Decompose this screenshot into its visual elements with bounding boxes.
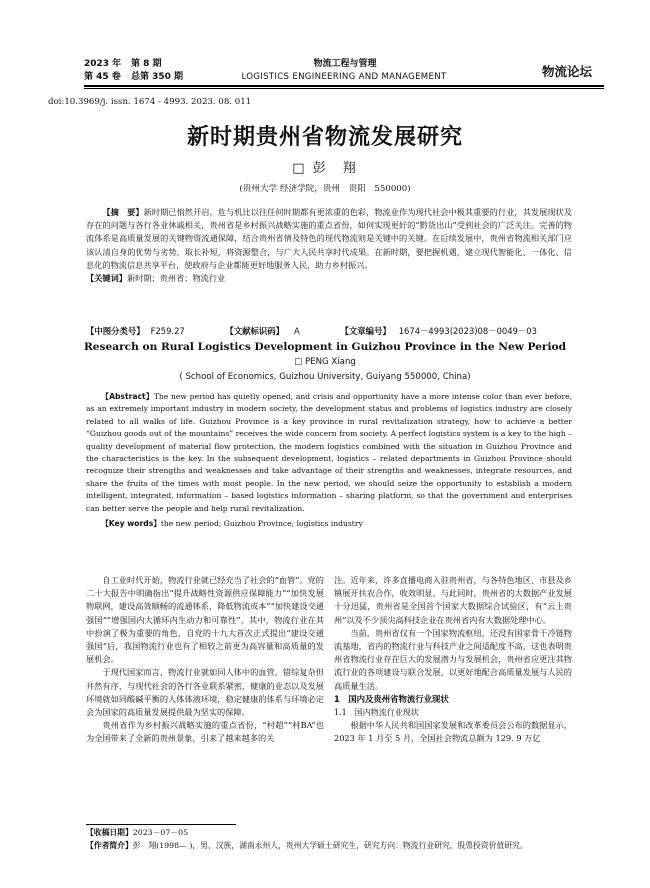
journal-name-en: LOGISTICS ENGINEERING AND MANAGEMENT — [241, 72, 447, 82]
affiliation-cn: (贵州大学 经济学院，贵州 贵阳 550000) — [239, 184, 411, 194]
header-total-issue: 总第 350 期 — [131, 72, 184, 82]
article-number-label: 【文章编号】 — [340, 326, 391, 336]
footnote-rule — [86, 824, 236, 825]
abstract-cn-label: 【摘 要】 — [102, 207, 144, 217]
keywords-cn-text: 新时期；贵州省；物流行业 — [126, 273, 226, 284]
journal-name-cn: 物流工程与管理 — [313, 59, 377, 69]
affiliation-en: ( School of Economics, Guizhou University, Guiyang 550000, China) — [179, 372, 471, 382]
body-paragraph: 注。近年来，许多直播电商入驻贵州省，与各特色地区、市县及乡镇展开扶农合作，收效明显。与此同时，贵州省的大数据产业发展十分迅猛，贵州省是全国首个国家大数据综合试验区，有“云上贵州”以及不少顶尖高科技企业在贵州省内有大数据处理中心。 — [334, 575, 572, 625]
author-bio: 彭 翔(1998— )，男，汉族，湖南永州人，贵州大学硕士研究生，研究方向：物流行业研究，股票投资价值研究。 — [132, 840, 528, 850]
abstract-en — [86, 391, 572, 530]
body-column-left — [86, 574, 324, 746]
doc-code-label: 【文献标识码】 — [225, 326, 285, 336]
column-name: 物流论坛 — [541, 64, 592, 79]
paper-title-cn: 新时期贵州省物流发展研究 — [186, 124, 463, 150]
doi: doi:10.3969/j. issn. 1674 - 4993. 2023. 08. 011 — [48, 97, 252, 107]
keywords-en-text: the new period; Guizhou Province; logistics industry — [160, 519, 363, 529]
keywords-cn-label: 【关键词】 — [86, 273, 127, 284]
header-rule-thin — [84, 88, 604, 89]
received-date: 2023－07－05 — [132, 828, 189, 837]
article-number-value: 1674－4993(2023)08－0049－03 — [398, 326, 537, 336]
clc-label: 【中图分类号】 — [86, 326, 145, 336]
received-label: 【收稿日期】 — [86, 828, 133, 837]
abstract-en-text: The new period has quietly opened, and crisis and opportunity have a more intense color than ever before, as an extremely important industry in modern society, the development status and problems of logistics industry are closely related to all walks of life. Guizhou Province is a key province in rural revitalization strategy, how to achieve a better “Guizhou goods out of the mountains” receives the wide concern from society. A perfect logistics system is a key to the high – quality development of material flow protection, the modern logistics combined with the situation in Guizhou Province and the characteristics is the key. In the subsequent development, logistics – related departments in Guizhou Province should recognize their strengths and weaknesses and take advantage of their strengths and weaknesses, integrate resources, and share the fruits of the times with most people. In the new period, we should seize the opportunity to establish a modern intelligent, integrated, information – based logistics information – sharing platform, so that the government and enterprises can better serve the people and help rural revitalization. — [86, 392, 572, 513]
clc-value: F259.27 — [150, 326, 185, 336]
author-en: □ PENG Xiang — [294, 357, 356, 367]
author-cn: □ 彭 翔 — [292, 161, 358, 176]
header-volume: 第 45 卷 — [84, 72, 121, 82]
abstract-cn-text: 新时期已悄然开启，危与机比以往任何时期都有更浓重的色彩，物流业作为现代社会中极其重要的行业，其发展现状及存在的问题与各行各业休戚相关，贵州省是乡村振兴战略实施的重点省份，如何实现更好的“黔货出山”受到社会的广泛关注。完善的物流体系是高质量发展的关键物资流通保障，结合贵州省情及特色的现代物流则是关键中的关键。在后续发展中，贵州省物流相关部门应该认清自身的优势与劣势，取长补短，将资源整合，与广大人民共享时代成果。在新时期，要把握机遇，建立现代智能化、一体化、信息化的物流信息共享平台，使政府与企业都能更好地服务人民，助力乡村振兴。 — [86, 207, 572, 270]
footnote — [86, 827, 572, 852]
header-rule — [84, 85, 604, 87]
body-paragraph: 根据中华人民共和国国家发展和改革委员会公布的数据显示，2023 年 1 月至 5 月，全国社会物流总额为 129. 9 万亿 — [334, 720, 572, 744]
header-year: 2023 年 — [84, 59, 122, 69]
paper-title-en: Research on Rural Logistics Development in Guizhou Province in the New Period — [83, 341, 567, 353]
author-bio-label: 【作者简介】 — [86, 840, 133, 850]
body-paragraph: 当前，贵州省仅有一个国家物流枢纽，还没有国家骨干冷链物流基地，省内的物流行业与科技产业之间适配度不高，这也表明贵州省物流行业存在巨大的发展潜力与发展机会，贵州省应更注其物流行业的各项建设与联合发展，以更好地配合高质量发展与人民的高质量生活。 — [334, 627, 572, 691]
section-heading: 1 国内及贵州省物流行业现状 — [334, 693, 449, 704]
body-paragraph: 于现代国家而言，物流行业就如同人体中的血管，错综复杂但井然有序，与现代社会的各行各业联系紧密，健康的业态以及发展环境就如同酸碱平衡的人体体液环境，稳定健康的体系与环境必定会为国家的高质量发展提供最为坚实的保障。 — [86, 667, 324, 718]
keywords-en-label: 【Key words】 — [101, 519, 161, 529]
classification-row — [86, 325, 572, 337]
body-paragraph: 自工业时代开始，物流行业就已经充当了社会的“血管”。党的二十大报告中明确指出“提升战略性资源供应保障能力”“加快发展物联网，建设高效顺畅的流通体系，降低物流成本”“加快建设交通强国”“增强国内大循环内生动力和可靠性”。其中，物流行业在其中扮演了极为重要的角色，自党的十九大首次正式提出“建设交通强国”后，我国物流行业也有了相较之前更为高容量和高质量的发展机会。 — [86, 575, 324, 665]
body-paragraph: 贵州省作为乡村振兴战略实施的重点省份，“村超”“村BA”也为全国带来了全新的贵州景象，引来了越来越多的关 — [86, 720, 324, 744]
abstract-en-label: 【Abstract】 — [101, 392, 154, 401]
header-issue: 第 8 期 — [131, 59, 162, 69]
abstract-cn — [86, 206, 572, 285]
doc-code-value: A — [294, 326, 300, 336]
subsection-heading: 1.1 国内物流行业现状 — [334, 708, 419, 718]
body-column-right — [334, 574, 572, 746]
